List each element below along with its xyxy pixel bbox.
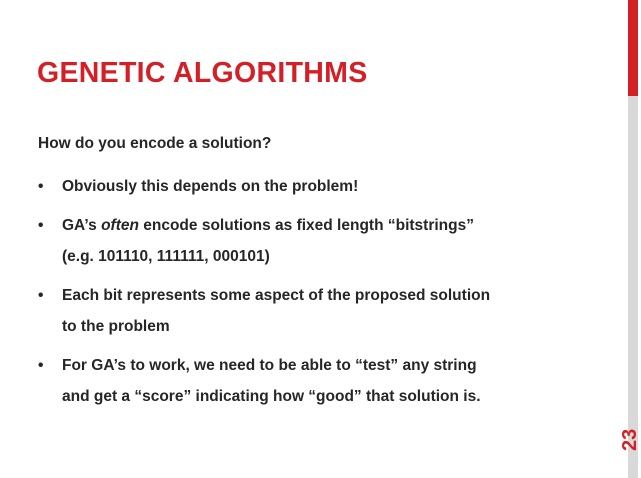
bullet-list [38,171,578,420]
page-number: 23 [619,428,641,451]
bullet-text [62,210,578,241]
bullet-text-continuation: (e.g. 101110, 111111, 000101) [62,248,270,265]
bullet-text-continuation: to the problem [62,318,170,335]
slide-title: GENETIC ALGORITHMS [37,57,368,89]
bullet-marker: • [38,217,44,234]
bullet-item [38,171,578,202]
bullet-item [38,280,578,342]
emphasis-text: often [101,217,139,234]
bullet-text: Each bit represents some aspect of the proposed solution [62,287,491,304]
bullet-item [38,350,578,412]
bullet-marker: • [38,287,44,304]
bullet-text-prefix: GA’s [62,217,102,234]
intro-question: How do you encode a solution? [38,135,272,152]
bullet-marker: • [38,178,44,195]
bullet-text: For GA’s to work, we need to be able to “test” any string [62,357,477,374]
bullet-item [38,210,578,272]
bullet-text: Obviously this depends on the problem! [62,178,359,195]
side-accent-bar [628,0,638,96]
bullet-text-suffix: encode solutions as fixed length “bitstrings” [138,217,474,234]
bullet-text-continuation: and get a “score” indicating how “good” that solution is. [62,388,481,405]
bullet-marker: • [38,357,44,374]
